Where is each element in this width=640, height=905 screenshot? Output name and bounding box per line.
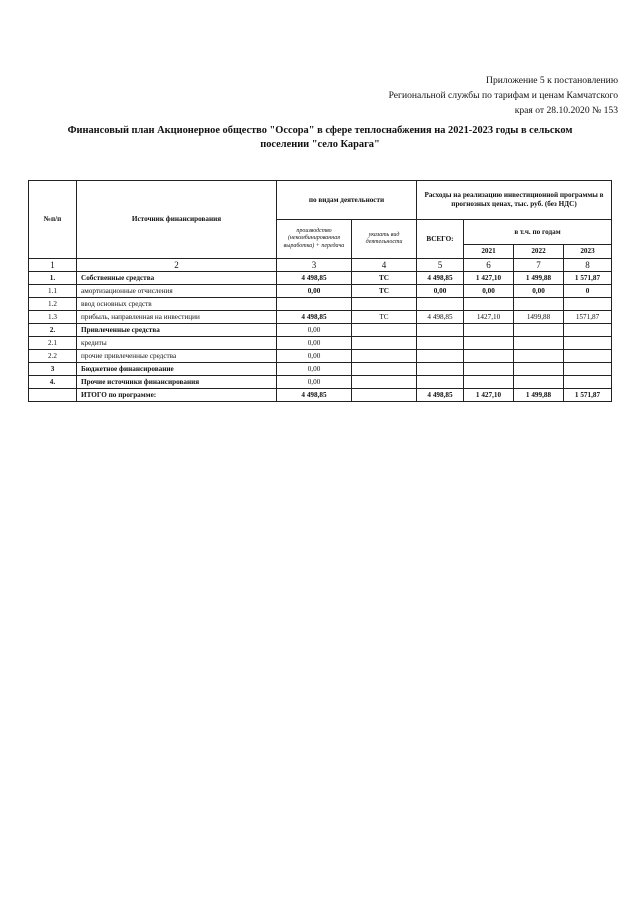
table-row [29, 337, 612, 350]
row-production-value: 0,00 [277, 363, 352, 376]
row-total-value: 4 498,85 [417, 311, 464, 324]
header-source: Источник финансирования [77, 181, 277, 259]
table-row [29, 363, 612, 376]
row-production-value: 4 498,85 [277, 389, 352, 402]
table-row [29, 311, 612, 324]
row-2022-value: 1 499,88 [514, 272, 564, 285]
row-num: 1.1 [29, 285, 77, 298]
row-production-value: 4 498,85 [277, 311, 352, 324]
col-number: 3 [277, 259, 352, 272]
row-num: 1. [29, 272, 77, 285]
row-activity-type: ТС [352, 272, 417, 285]
row-num: 1.3 [29, 311, 77, 324]
row-num [29, 389, 77, 402]
row-production-value [277, 298, 352, 311]
row-activity-type: ТС [352, 285, 417, 298]
row-2022-value [514, 324, 564, 337]
row-num: 1.2 [29, 298, 77, 311]
row-production-value: 0,00 [277, 337, 352, 350]
row-2021-value [464, 376, 514, 389]
table-row [29, 298, 612, 311]
row-2021-value [464, 337, 514, 350]
table-row [29, 376, 612, 389]
col-number: 8 [564, 259, 612, 272]
row-num: 2.2 [29, 350, 77, 363]
row-2023-value [564, 363, 612, 376]
row-total-value [417, 376, 464, 389]
document-title [20, 124, 620, 152]
row-2022-value: 1 499,88 [514, 389, 564, 402]
row-2023-value: 1 571,87 [564, 272, 612, 285]
col-number: 6 [464, 259, 514, 272]
table-body [29, 272, 612, 402]
row-num: 4. [29, 376, 77, 389]
header-activity-type: указать вид деятельности [352, 220, 417, 259]
row-2021-value: 0,00 [464, 285, 514, 298]
row-2023-value [564, 350, 612, 363]
row-source-name: прибыль, направленная на инвестиции [77, 311, 277, 324]
row-2023-value: 0 [564, 285, 612, 298]
row-source-name: Бюджетное финансирование [77, 363, 277, 376]
row-2021-value: 1427,10 [464, 311, 514, 324]
row-2023-value [564, 324, 612, 337]
title-line-2: поселении "село Карага" [260, 139, 380, 150]
header-by-activity: по видам деятельности [277, 181, 417, 220]
col-number: 2 [77, 259, 277, 272]
row-source-name: Прочие источники финансирования [77, 376, 277, 389]
row-2021-value [464, 363, 514, 376]
row-source-name: Привлеченные средства [77, 324, 277, 337]
annex-header [389, 73, 618, 118]
row-2023-value: 1571,87 [564, 311, 612, 324]
title-line-1: Финансовый план Акционерное общество "Оссора" в сфере теплоснабжения на 2021-2023 годы в сельском [67, 125, 573, 136]
col-number: 7 [514, 259, 564, 272]
row-2021-value: 1 427,10 [464, 272, 514, 285]
row-total-value: 4 498,85 [417, 272, 464, 285]
row-num: 2. [29, 324, 77, 337]
table-row [29, 272, 612, 285]
row-2021-value [464, 324, 514, 337]
row-activity-type [352, 376, 417, 389]
row-production-value: 0,00 [277, 285, 352, 298]
row-2022-value: 1499,88 [514, 311, 564, 324]
row-production-value: 0,00 [277, 324, 352, 337]
row-activity-type [352, 389, 417, 402]
table-row [29, 350, 612, 363]
row-activity-type [352, 324, 417, 337]
row-2023-value [564, 376, 612, 389]
annex-line-1: Приложение 5 к постановлению [486, 75, 618, 86]
row-2023-value [564, 337, 612, 350]
table-row [29, 324, 612, 337]
col-number: 5 [417, 259, 464, 272]
row-2022-value [514, 337, 564, 350]
row-source-name: прочие привлеченные средства [77, 350, 277, 363]
header-year-2022: 2022 [514, 245, 564, 259]
row-total-value: 0,00 [417, 285, 464, 298]
row-source-name: ввод основных средств [77, 298, 277, 311]
financial-plan-table [28, 180, 612, 402]
row-total-value [417, 337, 464, 350]
table-row [29, 285, 612, 298]
row-activity-type: ТС [352, 311, 417, 324]
row-2022-value [514, 298, 564, 311]
col-number: 1 [29, 259, 77, 272]
header-production: производство (некомбинированная выработка) + передача [277, 220, 352, 259]
row-2021-value [464, 298, 514, 311]
row-activity-type [352, 298, 417, 311]
row-total-value [417, 324, 464, 337]
annex-line-2: Региональной службы по тарифам и ценам Камчатского [388, 90, 618, 101]
header-year-2023: 2023 [564, 245, 612, 259]
row-2022-value [514, 363, 564, 376]
row-total-value [417, 350, 464, 363]
col-number: 4 [352, 259, 417, 272]
header-year-2021: 2021 [464, 245, 514, 259]
row-total-value [417, 298, 464, 311]
header-num: №п/п [29, 181, 77, 259]
row-production-value: 0,00 [277, 350, 352, 363]
row-2021-value [464, 350, 514, 363]
row-source-name: кредиты [77, 337, 277, 350]
row-2023-value [564, 298, 612, 311]
row-production-value: 0,00 [277, 376, 352, 389]
row-total-value [417, 363, 464, 376]
row-num: 3 [29, 363, 77, 376]
header-expenses: Расходы на реализацию инвестиционной программы в прогнозных ценах, тыс. руб. (без НДС) [417, 181, 612, 220]
row-num: 2.1 [29, 337, 77, 350]
row-2021-value: 1 427,10 [464, 389, 514, 402]
row-activity-type [352, 363, 417, 376]
annex-line-3: края от 28.10.2020 № 153 [514, 105, 618, 116]
column-number-row [29, 259, 612, 272]
row-2022-value [514, 376, 564, 389]
row-activity-type [352, 350, 417, 363]
row-source-name: ИТОГО по программе: [77, 389, 277, 402]
row-source-name: амортизационные отчисления [77, 285, 277, 298]
row-production-value: 4 498,85 [277, 272, 352, 285]
row-source-name: Собственные средства [77, 272, 277, 285]
row-2023-value: 1 571,87 [564, 389, 612, 402]
row-2022-value [514, 350, 564, 363]
row-activity-type [352, 337, 417, 350]
row-2022-value: 0,00 [514, 285, 564, 298]
table-row [29, 389, 612, 402]
row-total-value: 4 498,85 [417, 389, 464, 402]
header-by-years: в т.ч. по годам [464, 220, 612, 245]
header-total: ВСЕГО: [417, 220, 464, 259]
